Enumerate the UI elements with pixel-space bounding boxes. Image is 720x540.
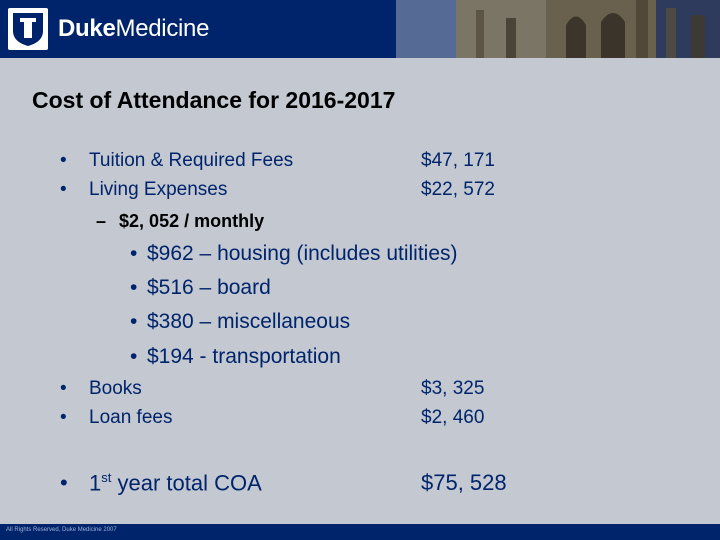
bullet: •: [60, 407, 67, 428]
sub-item-label: $2, 052 / monthly: [119, 211, 265, 231]
bullet: •: [130, 310, 138, 333]
bullet: •: [60, 378, 67, 399]
breakdown-label: $516 – board: [147, 276, 271, 299]
dash: –: [96, 211, 107, 231]
total-text: year total COA: [111, 470, 262, 496]
item-label: Living Expenses: [89, 179, 228, 200]
bullet: •: [130, 276, 138, 299]
footer-bar: [0, 524, 720, 540]
duke-shield-logo: [8, 8, 48, 50]
total-amount: $75, 528: [421, 470, 507, 495]
bullet: •: [60, 470, 68, 495]
sub-list-item: [96, 211, 264, 232]
brand-wordmark: [58, 14, 209, 44]
breakdown-label: $962 – housing (includes utilities): [147, 242, 458, 265]
breakdown-label: $380 – miscellaneous: [147, 310, 351, 333]
total-label: [89, 470, 262, 496]
footer-copyright: All Rights Reserved, Duke Medicine 2007: [6, 527, 117, 533]
slide-title: Cost of Attendance for 2016-2017: [32, 87, 396, 113]
bullet: •: [130, 345, 138, 368]
slide-content: [0, 58, 720, 524]
breakdown-label: $194 - transportation: [147, 345, 341, 368]
item-amount: $22, 572: [421, 179, 495, 200]
item-amount: $3, 325: [421, 378, 485, 399]
item-label: Loan fees: [89, 407, 173, 428]
bullet: •: [60, 150, 67, 171]
bullet: •: [60, 179, 67, 200]
bullet: •: [130, 242, 138, 265]
item-amount: $2, 460: [421, 407, 485, 428]
total-num: 1: [89, 470, 102, 496]
item-amount: $47, 171: [421, 150, 495, 171]
item-label: Books: [89, 378, 142, 399]
brand-bold: Duke: [58, 15, 116, 42]
total-sup: st: [101, 470, 112, 485]
item-label: Tuition & Required Fees: [89, 150, 294, 171]
campus-photo: [396, 0, 720, 58]
brand-regular: Medicine: [115, 15, 210, 42]
header-bar: [0, 0, 720, 58]
